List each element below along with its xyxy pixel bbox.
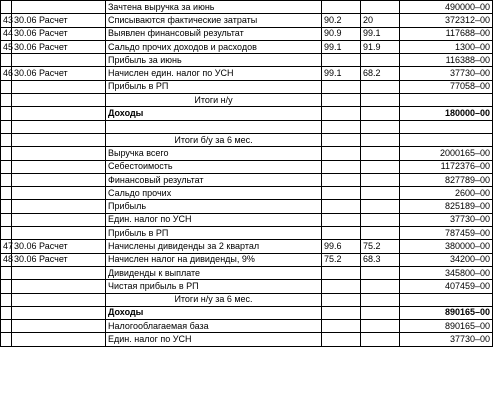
description-cell: Сальдо прочих xyxy=(106,187,322,200)
description-cell: Налогооблагаемая база xyxy=(106,320,322,333)
table-row xyxy=(1,280,493,293)
debit-account-cell xyxy=(322,333,361,346)
credit-account-cell xyxy=(361,266,400,279)
credit-account-cell xyxy=(361,107,400,120)
date-cell: 30.06 Расчет xyxy=(12,27,106,40)
table-row xyxy=(1,333,493,346)
entry-number-cell xyxy=(1,1,12,14)
credit-account-cell xyxy=(361,200,400,213)
date-cell xyxy=(12,107,106,120)
table-row xyxy=(1,107,493,120)
credit-account-cell xyxy=(361,227,400,240)
entry-number-cell: 45 xyxy=(1,40,12,53)
amount-cell: 1300–00 xyxy=(400,40,493,53)
date-cell xyxy=(12,80,106,93)
table-row xyxy=(1,120,493,133)
table-row xyxy=(1,147,493,160)
amount-cell: 37730–00 xyxy=(400,333,493,346)
credit-account-cell: 68.2 xyxy=(361,67,400,80)
description-cell xyxy=(106,120,322,133)
debit-account-cell xyxy=(322,320,361,333)
table-row xyxy=(1,80,493,93)
description-cell: Выручка всего xyxy=(106,147,322,160)
description-cell: Выявлен финансовый результат xyxy=(106,27,322,40)
date-cell xyxy=(12,266,106,279)
date-cell xyxy=(12,293,106,306)
amount-cell: 2600–00 xyxy=(400,187,493,200)
credit-account-cell xyxy=(361,1,400,14)
amount-cell: 372312–00 xyxy=(400,14,493,27)
amount-cell: 407459–00 xyxy=(400,280,493,293)
table-row xyxy=(1,187,493,200)
debit-account-cell xyxy=(322,80,361,93)
description-cell: Списываются фактические затраты xyxy=(106,14,322,27)
amount-cell xyxy=(400,293,493,306)
date-cell: 30.06 Расчет xyxy=(12,40,106,53)
table-row xyxy=(1,293,493,306)
debit-account-cell: 99.1 xyxy=(322,67,361,80)
credit-account-cell xyxy=(361,173,400,186)
table-row xyxy=(1,320,493,333)
description-cell: Прибыль в РП xyxy=(106,227,322,240)
entry-number-cell xyxy=(1,333,12,346)
amount-cell: 77058–00 xyxy=(400,80,493,93)
entry-number-cell xyxy=(1,94,12,107)
amount-cell: 890165–00 xyxy=(400,306,493,319)
description-cell: Итоги н/у xyxy=(106,94,322,107)
date-cell xyxy=(12,306,106,319)
debit-account-cell xyxy=(322,293,361,306)
date-cell: 30.06 Расчет xyxy=(12,253,106,266)
date-cell xyxy=(12,213,106,226)
amount-cell: 345800–00 xyxy=(400,266,493,279)
amount-cell: 116388–00 xyxy=(400,54,493,67)
date-cell xyxy=(12,133,106,146)
table-row xyxy=(1,160,493,173)
date-cell xyxy=(12,94,106,107)
entry-number-cell xyxy=(1,213,12,226)
description-cell: Доходы xyxy=(106,107,322,120)
debit-account-cell xyxy=(322,213,361,226)
description-cell: Итоги б/у за 6 мес. xyxy=(106,133,322,146)
table-row xyxy=(1,133,493,146)
debit-account-cell xyxy=(322,107,361,120)
credit-account-cell xyxy=(361,160,400,173)
entry-number-cell xyxy=(1,306,12,319)
description-cell: Сальдо прочих доходов и расходов xyxy=(106,40,322,53)
debit-account-cell: 75.2 xyxy=(322,253,361,266)
credit-account-cell xyxy=(361,54,400,67)
credit-account-cell: 91.9 xyxy=(361,40,400,53)
description-cell: Начислены дивиденды за 2 квартал xyxy=(106,240,322,253)
table-row xyxy=(1,266,493,279)
entry-number-cell: 47 xyxy=(1,240,12,253)
credit-account-cell xyxy=(361,187,400,200)
debit-account-cell xyxy=(322,1,361,14)
amount-cell: 37730–00 xyxy=(400,67,493,80)
debit-account-cell: 90.9 xyxy=(322,27,361,40)
entry-number-cell xyxy=(1,293,12,306)
amount-cell: 117688–00 xyxy=(400,27,493,40)
credit-account-cell xyxy=(361,147,400,160)
table-row xyxy=(1,27,493,40)
debit-account-cell: 90.2 xyxy=(322,14,361,27)
date-cell: 30.06 Расчет xyxy=(12,240,106,253)
amount-cell: 37730–00 xyxy=(400,213,493,226)
table-row xyxy=(1,227,493,240)
description-cell: Прибыль в РП xyxy=(106,80,322,93)
description-cell: Начислен един. налог по УСН xyxy=(106,67,322,80)
credit-account-cell: 99.1 xyxy=(361,27,400,40)
date-cell xyxy=(12,280,106,293)
description-cell: Доходы xyxy=(106,306,322,319)
description-cell: Зачтена выручка за июнь xyxy=(106,1,322,14)
debit-account-cell xyxy=(322,120,361,133)
credit-account-cell xyxy=(361,320,400,333)
credit-account-cell xyxy=(361,213,400,226)
amount-cell: 787459–00 xyxy=(400,227,493,240)
credit-account-cell xyxy=(361,133,400,146)
date-cell xyxy=(12,187,106,200)
date-cell xyxy=(12,227,106,240)
entry-number-cell xyxy=(1,80,12,93)
entry-number-cell xyxy=(1,187,12,200)
table-row xyxy=(1,94,493,107)
description-cell: Един. налог по УСН xyxy=(106,333,322,346)
amount-cell: 825189–00 xyxy=(400,200,493,213)
date-cell xyxy=(12,54,106,67)
entry-number-cell: 44 xyxy=(1,27,12,40)
amount-cell: 380000–00 xyxy=(400,240,493,253)
debit-account-cell xyxy=(322,54,361,67)
table-row xyxy=(1,173,493,186)
entry-number-cell xyxy=(1,173,12,186)
table-row xyxy=(1,200,493,213)
date-cell xyxy=(12,147,106,160)
table-row xyxy=(1,1,493,14)
date-cell xyxy=(12,160,106,173)
entry-number-cell xyxy=(1,200,12,213)
description-cell: Прибыль за июнь xyxy=(106,54,322,67)
debit-account-cell xyxy=(322,280,361,293)
amount-cell xyxy=(400,133,493,146)
description-cell: Финансовый результат xyxy=(106,173,322,186)
entry-number-cell xyxy=(1,147,12,160)
date-cell xyxy=(12,320,106,333)
debit-account-cell xyxy=(322,227,361,240)
amount-cell: 490000–00 xyxy=(400,1,493,14)
description-cell: Прибыль xyxy=(106,200,322,213)
entry-number-cell xyxy=(1,133,12,146)
date-cell: 30.06 Расчет xyxy=(12,67,106,80)
debit-account-cell: 99.6 xyxy=(322,240,361,253)
amount-cell xyxy=(400,120,493,133)
debit-account-cell: 99.1 xyxy=(322,40,361,53)
table-row xyxy=(1,213,493,226)
table-row xyxy=(1,40,493,53)
debit-account-cell xyxy=(322,187,361,200)
entry-number-cell xyxy=(1,54,12,67)
amount-cell xyxy=(400,94,493,107)
credit-account-cell xyxy=(361,280,400,293)
debit-account-cell xyxy=(322,173,361,186)
debit-account-cell xyxy=(322,200,361,213)
debit-account-cell xyxy=(322,160,361,173)
description-cell: Себестоимость xyxy=(106,160,322,173)
amount-cell: 1172376–00 xyxy=(400,160,493,173)
entry-number-cell xyxy=(1,280,12,293)
table-row xyxy=(1,67,493,80)
entry-number-cell xyxy=(1,107,12,120)
date-cell xyxy=(12,1,106,14)
entry-number-cell xyxy=(1,320,12,333)
amount-cell: 827789–00 xyxy=(400,173,493,186)
credit-account-cell xyxy=(361,306,400,319)
description-cell: Дивиденды к выплате xyxy=(106,266,322,279)
credit-account-cell xyxy=(361,120,400,133)
description-cell: Начислен налог на дивиденды, 9% xyxy=(106,253,322,266)
debit-account-cell xyxy=(322,266,361,279)
amount-cell: 890165–00 xyxy=(400,320,493,333)
ledger-body xyxy=(1,1,493,347)
credit-account-cell: 20 xyxy=(361,14,400,27)
description-cell: Чистая прибыль в РП xyxy=(106,280,322,293)
table-row xyxy=(1,253,493,266)
table-row xyxy=(1,306,493,319)
date-cell: 30.06 Расчет xyxy=(12,14,106,27)
entry-number-cell: 43 xyxy=(1,14,12,27)
table-row xyxy=(1,240,493,253)
description-cell: Итоги н/у за 6 мес. xyxy=(106,293,322,306)
entry-number-cell xyxy=(1,227,12,240)
credit-account-cell: 75.2 xyxy=(361,240,400,253)
amount-cell: 2000165–00 xyxy=(400,147,493,160)
entry-number-cell: 46 xyxy=(1,67,12,80)
table-row xyxy=(1,14,493,27)
entry-number-cell xyxy=(1,160,12,173)
date-cell xyxy=(12,333,106,346)
credit-account-cell xyxy=(361,293,400,306)
date-cell xyxy=(12,120,106,133)
credit-account-cell: 68.3 xyxy=(361,253,400,266)
table-row xyxy=(1,54,493,67)
debit-account-cell xyxy=(322,147,361,160)
entry-number-cell xyxy=(1,120,12,133)
description-cell: Един. налог по УСН xyxy=(106,213,322,226)
debit-account-cell xyxy=(322,94,361,107)
amount-cell: 180000–00 xyxy=(400,107,493,120)
credit-account-cell xyxy=(361,94,400,107)
debit-account-cell xyxy=(322,133,361,146)
debit-account-cell xyxy=(322,306,361,319)
date-cell xyxy=(12,173,106,186)
credit-account-cell xyxy=(361,80,400,93)
date-cell xyxy=(12,200,106,213)
amount-cell: 34200–00 xyxy=(400,253,493,266)
entry-number-cell xyxy=(1,266,12,279)
entry-number-cell: 48 xyxy=(1,253,12,266)
credit-account-cell xyxy=(361,333,400,346)
